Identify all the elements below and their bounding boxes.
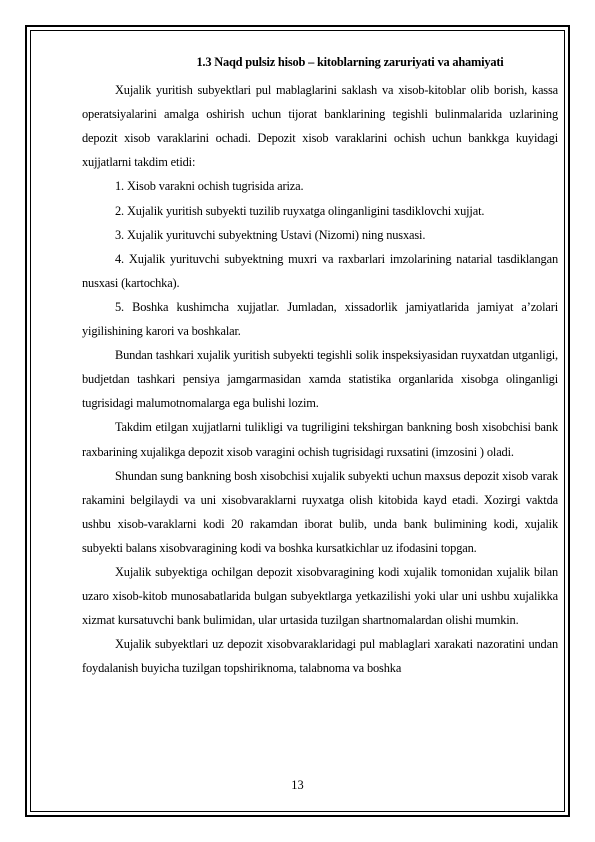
paragraph-account-code: Xujalik subyektiga ochilgan depozit xisobvaragining kodi xujalik tomonidan xujalik bilan uzaro xisob-kitob munosabatlarida bulgan subyektlarga yetkazilishi yoki ular uni ushbu xujalikka xizmat kursatuvchi bank bulimidan, ular urtasida tuzilgan shartnomalardan olishi mumkin. (82, 564, 558, 628)
document-body (82, 50, 558, 680)
paragraph-control: Xujalik subyektlari uz depozit xisobvaraklaridagi pul mablaglari xarakati nazoratini undan foydalanish buyicha tuzilgan topshiriknoma, talabnoma va boshka (82, 637, 558, 676)
section-title: 1.3 Naqd pulsiz hisob – kitoblarning zaruriyati va ahamiyati (196, 55, 504, 69)
paragraph-verification: Takdim etilgan xujjatlarni tulikligi va tugriligini tekshirgan bankning bosh xisobchisi bank raxbarining xujalikga depozit xisob varagini ochish tugrisidagi ruxsatini (imzosini ) oladi. (82, 420, 558, 459)
list-item-3: 3. Xujalik yurituvchi subyektning Ustavi (Nizomi) ning nusxasi. (115, 227, 426, 242)
list-item-1: 1. Xisob varakni ochish tugrisida ariza. (115, 179, 304, 194)
list-item-5: 5. Boshka kushimcha xujjatlar. Jumladan, xissadorlik jamiyatlarida jamiyat a’zolari yigilishining karori va boshkalar. (82, 299, 558, 339)
list-item-4: 4. Xujalik yurituvchi subyektning muxri va raxbarlari imzolarining natarial tasdiklangan nusxasi (kartochka). (82, 251, 558, 290)
list-item-2: 2. Xujalik yuritish subyekti tuzilib ruyxatga olinganligini tasdiklovchi xujjat. (115, 203, 485, 218)
paragraph-registration: Bundan tashkari xujalik yuritish subyekti tegishli solik inspeksiyasidan ruyxatdan utganligi, budjetdan tashkari pensiya jamgarmasidan xamda statistika organlarida xisobga olinganligi tugrisidagi malumotnomalarga ega bulishi lozim. (82, 348, 558, 411)
paragraph-account-number: Shundan sung bankning bosh xisobchisi xujalik subyekti uchun maxsus depozit xisob varak rakamini belgilaydi va uni xisobvaraklarni ruyxatga olish kitobida kayd etadi. Xozirgi vaktda ushbu xisob-varaklarni kodi 20 rakamdan iborat bulib, unda bank bulimining kodi, xujalik subyekti balans xisobvaragining kodi va boshka kursatkichlar uz ifodasini topgan. (82, 468, 558, 555)
page-number: 13 (291, 778, 304, 792)
paragraph-intro: Xujalik yuritish subyektlari pul mablaglarini saklash va xisob-kitoblar olib borish, kassa operatsiyalarini amalga oshirish uchun tijorat banklarining tegishli bulinmalarida uzlarining depozit xisob varaklarini ochadi. Depozit xisob varaklarini ochish uchun bankkga kuyidagi xujjatlarni takdim etidi: (82, 83, 558, 170)
